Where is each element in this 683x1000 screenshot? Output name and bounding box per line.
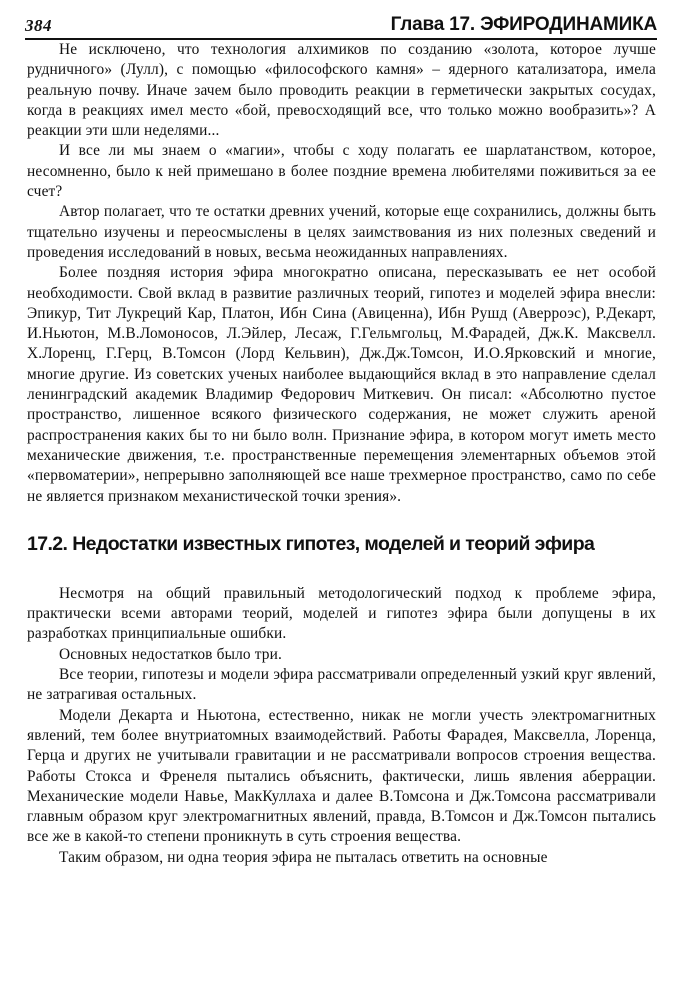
running-header (25, 6, 657, 40)
paragraph: Основных недостатков было три. (59, 645, 283, 663)
body-text (27, 40, 656, 868)
page-number: 384 (25, 16, 52, 35)
paragraph: Более поздняя история эфира многократно описана, пересказывать ее нет особой необходимости. Свой вклад в развитие различных теорий, гипотез и моделей эфира внесли: Эпикур, Тит Лукреций Кар, Платон, Ибн Сина (Авиценна), Ибн Рушд (Аверроэс), Р.Декарт, И.Ньютон, М.В.Ломоносов, Л.Эйлер, Лесаж, Г.Гельмгольц, М.Фарадей, Дж.К. Максвелл. Х.Лоренц, Г.Герц, В.Томсон (Лорд Кельвин), Дж.Дж.Томсон, И.О.Ярковский и многие, многие другие. Из советских ученых наиболее выдающийся вклад в это направление сделал ленинградский академик Владимир Федорович Миткевич. Он писал: «Абсолютно пустое пространство, лишенное всякого физического содержания, не может служить ареной распространения каких бы то ни было волн. Признание эфира, в котором могут иметь место механические движения, т.е. пространственные перемещения элементарных объемов этой «первоматерии», непрерывно заполняющей все наше трехмерное пространство, само по себе не является признаком механистической точки зрения». (27, 264, 656, 505)
chapter-title: Глава 17. ЭФИРОДИНАМИКА (390, 14, 657, 35)
paragraph: Несмотря на общий правильный методологический подход к проблеме эфира, практически всеми авторами теорий, моделей и гипотез эфира были допущены в их разработках принципиальные ошибки. (27, 584, 656, 643)
paragraph: И все ли мы знаем о «магии», чтобы с ходу полагать ее шарлатанством, которое, несомненно, было к ней примешано в более поздние времена любителями поживиться за ее счет? (27, 142, 656, 201)
paragraph: Автор полагает, что те остатки древних учений, которые еще сохранились, должны быть тщательно изучены и переосмыслены в целях заимствования из них полезных сведений и проведения исследований в новых, весьма неожиданных направлениях. (27, 203, 656, 261)
section-title: 17.2. Недостатки известных гипотез, моделей и теорий эфира (27, 532, 595, 555)
paragraph: Модели Декарта и Ньютона, естественно, никак не могли учесть электромагнитных явлений, тем более внутриатомных взаимодействий. Работы Фарадея, Максвелла, Лоренца, Герца и других не учитывали гравитации и не рассматривали вопросов строения вещества. Работы Стокса и Френеля пытались объяснить, фактически, лишь явления аберрации. Механические модели Навье, МакКуллаха и далее В.Томсона и Дж.Томсона рассматривали главным образом круг электромагнитных явлений, правда, В.Томсон и Дж.Томсон пытались все же в какой-то степени проникнуть в суть строения вещества. (27, 706, 656, 846)
paragraph: Не исключено, что технология алхимиков по созданию «золота, которое лучше рудничного» (Лулл), с помощью «философского камня» – ядерного катализатора, имела реальную почву. Иначе зачем было проводить реакции в герметически закрытых сосудах, когда в реакциях имел место «бой, превосходящий все, что только можно вообразить»? А реакции эти шли неделями... (27, 41, 656, 140)
paragraph: Все теории, гипотезы и модели эфира рассматривали определенный узкий круг явлений, не затрагивая остальных. (27, 666, 656, 704)
paragraph: Таким образом, ни одна теория эфира не пыталась ответить на основные (59, 848, 548, 866)
